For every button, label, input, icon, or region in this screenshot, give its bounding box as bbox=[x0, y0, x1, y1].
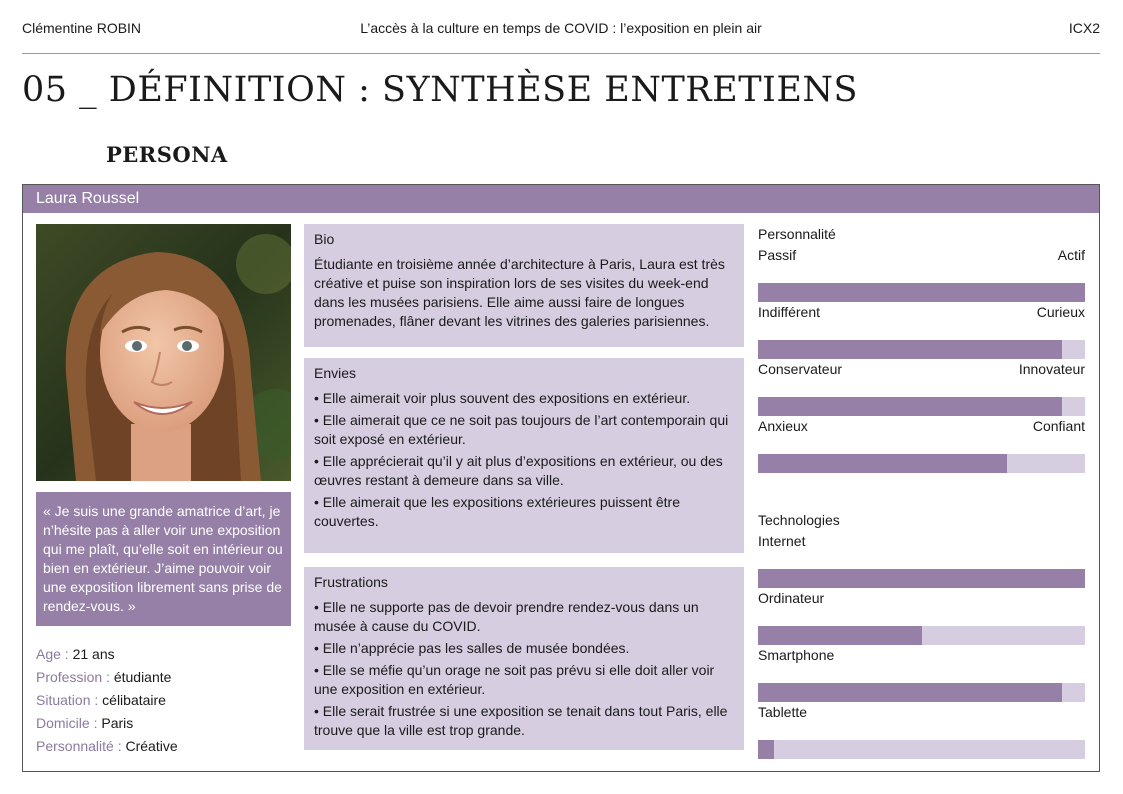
author-name: Clémentine ROBIN bbox=[22, 20, 142, 36]
technologies-heading: Technologies bbox=[758, 512, 840, 528]
personality-heading: Personnalité bbox=[758, 226, 836, 242]
scale-fill bbox=[758, 397, 1062, 416]
technology-scale bbox=[758, 532, 1085, 587]
envies-item: • Elle apprécierait qu’il y ait plus d’expositions en extérieur, ou des œuvres restant à demeure dans sa ville. bbox=[314, 453, 723, 488]
header-divider bbox=[22, 53, 1100, 54]
frustrations-item: • Elle se méfie qu’un orage ne soit pas prévu si elle doit aller voir une exposition en extérieur. bbox=[314, 662, 715, 697]
technology-scale bbox=[758, 703, 1085, 758]
scale-bar bbox=[758, 283, 1085, 302]
fact-label: Personnalité : bbox=[36, 738, 122, 754]
fact-domicile bbox=[36, 712, 178, 735]
envies-item: • Elle aimerait que ce ne soit pas toujours de l’art contemporain qui soit exposé en extérieur. bbox=[314, 412, 729, 447]
fact-value: célibataire bbox=[102, 692, 166, 708]
fact-profession bbox=[36, 666, 178, 689]
personality-scale bbox=[758, 360, 1085, 415]
scale-fill bbox=[758, 340, 1062, 359]
technology-bar bbox=[758, 683, 1085, 702]
bio-box bbox=[304, 224, 744, 347]
scale-bar bbox=[758, 454, 1085, 473]
persona-metrics bbox=[758, 224, 1085, 758]
page-header bbox=[22, 20, 1100, 42]
technology-scale bbox=[758, 589, 1085, 644]
scale-left-label: Passif bbox=[758, 247, 797, 263]
frustrations-item: • Elle n’apprécie pas les salles de musée bondées. bbox=[314, 640, 630, 656]
technology-bar bbox=[758, 569, 1085, 588]
technology-fill bbox=[758, 683, 1062, 702]
bio-heading: Bio bbox=[314, 231, 335, 247]
scale-left-label: Indifférent bbox=[758, 304, 821, 320]
envies-box bbox=[304, 358, 744, 553]
bio-text: Étudiante en troisième année d’architecture à Paris, Laura est très créative et puise son inspiration lors de ses visites du week-end dans les musées parisiens. Elle aime aussi faire de longues promenades, flâner devant les vitrines des galeries parisiennes. bbox=[314, 256, 725, 329]
persona-photo bbox=[36, 224, 291, 481]
personality-scale bbox=[758, 246, 1085, 301]
page-title: 05 _ DÉFINITION : SYNTHÈSE ENTRETIENS bbox=[22, 70, 859, 110]
document-title: L’accès à la culture en temps de COVID : l’exposition en plein air bbox=[360, 20, 762, 36]
technology-fill bbox=[758, 569, 1085, 588]
scale-right-label: Curieux bbox=[1036, 304, 1085, 320]
envies-heading: Envies bbox=[314, 365, 357, 381]
envies-item: • Elle aimerait que les expositions extérieures puissent être couvertes. bbox=[314, 494, 680, 529]
scale-right-label: Confiant bbox=[1032, 418, 1085, 434]
technology-fill bbox=[758, 626, 922, 645]
fact-value: Paris bbox=[101, 715, 134, 731]
scale-left-label: Conservateur bbox=[758, 361, 843, 377]
scale-bar bbox=[758, 397, 1085, 416]
course-code: ICX2 bbox=[1068, 20, 1100, 36]
persona-card bbox=[22, 184, 1100, 772]
scale-bar bbox=[758, 340, 1085, 359]
frustrations-heading: Frustrations bbox=[314, 574, 388, 590]
personality-scale bbox=[758, 417, 1085, 472]
technology-label: Tablette bbox=[758, 704, 808, 720]
persona-quote: « Je suis une grande amatrice d’art, je n’hésite pas à aller voir une exposition qui me plaît, qu’elle soit en intérieur ou bien en extérieur. J’aime pouvoir voir une exposition librement sans prise de rendez-vous. » bbox=[36, 492, 291, 626]
fact-label: Situation : bbox=[36, 692, 99, 708]
section-title: PERSONA bbox=[106, 142, 228, 167]
fact-label: Age : bbox=[36, 646, 69, 662]
fact-value: 21 ans bbox=[72, 646, 115, 662]
fact-value: Créative bbox=[125, 738, 178, 754]
scale-fill bbox=[758, 283, 1085, 302]
fact-label: Profession : bbox=[36, 669, 110, 685]
frustrations-item: • Elle ne supporte pas de devoir prendre rendez-vous dans un musée à cause du COVID. bbox=[314, 599, 699, 634]
technology-bar bbox=[758, 740, 1085, 759]
portrait-illustration bbox=[36, 224, 291, 481]
technology-label: Internet bbox=[758, 533, 806, 549]
fact-label: Domicile : bbox=[36, 715, 98, 731]
technology-bar bbox=[758, 626, 1085, 645]
technology-fill bbox=[758, 740, 774, 759]
persona-facts bbox=[36, 643, 178, 758]
scale-right-label: Actif bbox=[1057, 247, 1085, 263]
fact-value: étudiante bbox=[113, 669, 172, 685]
scale-right-label: Innovateur bbox=[1018, 361, 1085, 377]
frustrations-box bbox=[304, 567, 744, 750]
scale-fill bbox=[758, 454, 1007, 473]
technology-label: Ordinateur bbox=[758, 590, 825, 606]
fact-age bbox=[36, 643, 178, 666]
frustrations-item: • Elle serait frustrée si une exposition se tenait dans tout Paris, elle trouve que la ville est trop grande. bbox=[314, 703, 728, 738]
technology-label: Smartphone bbox=[758, 647, 835, 663]
persona-name: Laura Roussel bbox=[23, 185, 1099, 213]
fact-personnalite bbox=[36, 735, 178, 758]
personality-scale bbox=[758, 303, 1085, 358]
envies-item: • Elle aimerait voir plus souvent des expositions en extérieur. bbox=[314, 390, 691, 406]
scale-left-label: Anxieux bbox=[758, 418, 808, 434]
technology-scale bbox=[758, 646, 1085, 701]
fact-situation bbox=[36, 689, 178, 712]
